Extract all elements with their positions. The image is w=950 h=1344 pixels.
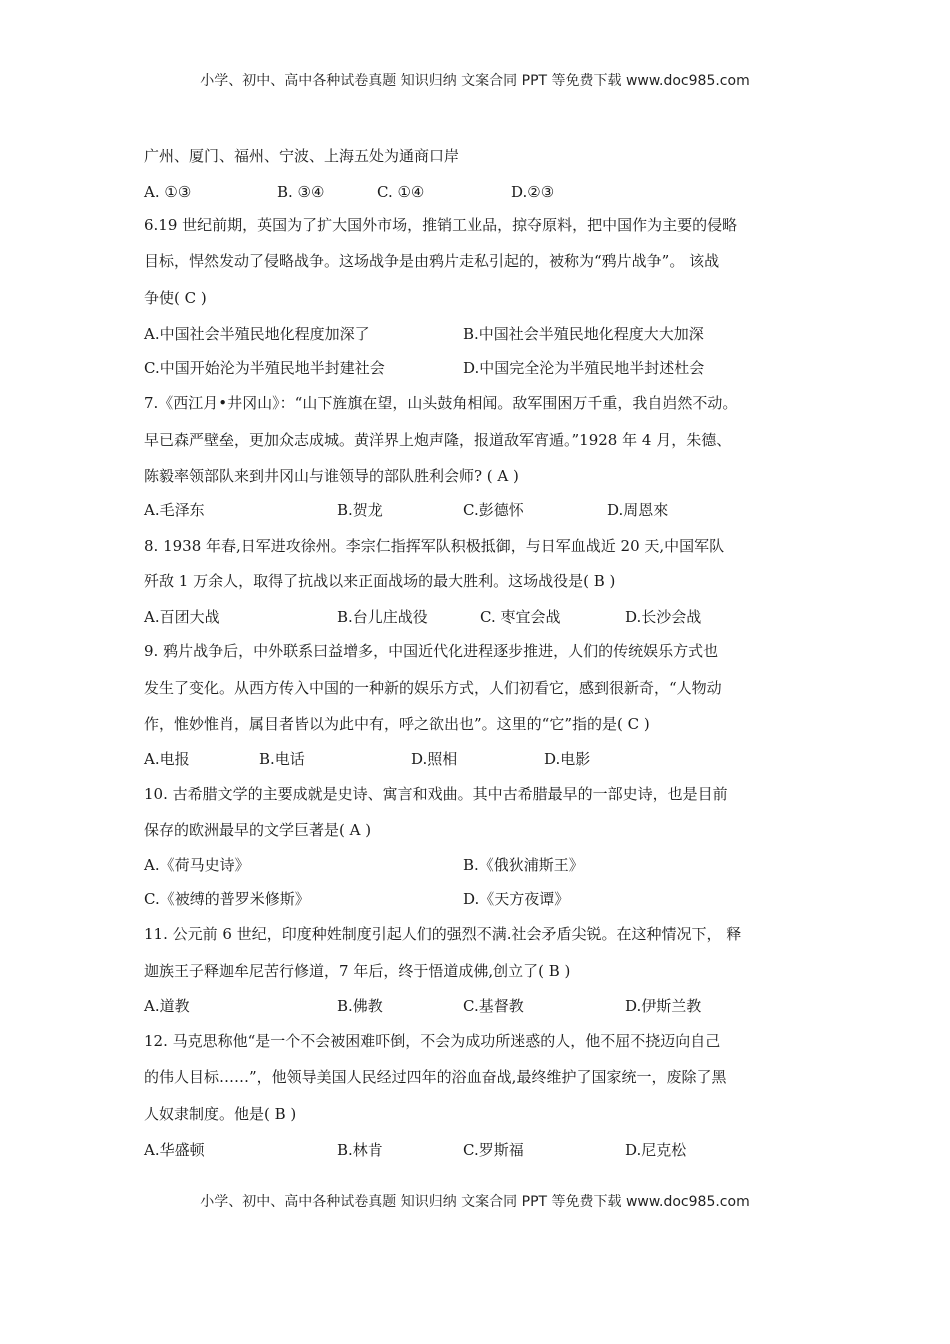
question-6-option-b: B.中国社会半殖民地化程度大大加深: [463, 325, 704, 343]
question-12-line-1: 12. 马克思称他“是一个不会被困难吓倒，不会为成功所迷惑的人，他不屈不挠迈向自己: [144, 1032, 721, 1050]
question-6-line-1: 6.19 世纪前期，英国为了扩大国外市场，推销工业品，掠夺原料，把中国作为主要的侵略: [144, 216, 738, 234]
question-7-option-b: B.贺龙: [337, 501, 383, 519]
question-5-option-b: B. ③④: [277, 183, 325, 201]
question-6-option-c: C.中国开始沦为半殖民地半封建社会: [144, 359, 385, 377]
question-5-option-d: D.②③: [511, 183, 555, 201]
question-7-option-a: A.毛泽东: [144, 501, 205, 519]
question-8-line-2: 歼敌 1 万余人，取得了抗战以来正面战场的最大胜利。这场战役是( B ): [144, 572, 616, 590]
question-7-line-1: 7.《西江月•井冈山》：“山下旌旗在望，山头鼓角相闻。敌军围困万千重，我自岿然不动。: [144, 394, 738, 412]
question-9-option-d: D.电影: [544, 750, 591, 768]
question-8-line-1: 8. 1938 年春,日军进攻徐州。李宗仁指挥军队积极抵御，与日军血战近 20 天,中国军队: [144, 537, 725, 555]
question-8-option-a: A.百团大战: [144, 608, 220, 626]
question-10-option-a: A.《荷马史诗》: [144, 856, 250, 874]
question-6-option-a: A.中国社会半殖民地化程度加深了: [144, 325, 370, 343]
question-7-option-c: C.彭德怀: [463, 501, 524, 519]
question-9-line-2: 发生了变化。从西方传入中国的一种新的娱乐方式，人们初看它，感到很新奇，“人物动: [144, 679, 722, 697]
page-header: 小学、初中、高中各种试卷真题 知识归纳 文案合同 PPT 等免费下载 www.doc985.com: [200, 73, 750, 89]
question-9-line-3: 作，惟妙惟肖，属目者皆以为此中有，呼之欲出也”。这里的“它”指的是( C ): [144, 715, 650, 733]
question-10-option-b: B.《俄狄浦斯王》: [463, 856, 584, 874]
question-8-option-c: C. 枣宜会战: [480, 608, 561, 626]
question-5-option-a: A. ①③: [144, 183, 192, 201]
question-9-option-a: A.电报: [144, 750, 190, 768]
question-11-option-c: C.基督教: [463, 997, 524, 1015]
question-12-option-d: D.尼克松: [625, 1141, 687, 1159]
question-12-line-3: 人奴隶制度。他是( B ): [144, 1105, 297, 1123]
question-10-option-c: C.《被缚的普罗米修斯》: [144, 890, 310, 908]
question-5-option-c: C. ①④: [377, 183, 425, 201]
question-8-option-b: B.台儿庄战役: [337, 608, 428, 626]
question-9-line-1: 9. 鸦片战争后，中外联系曰益增多，中国近代化进程逐步推进，人们的传统娱乐方式也: [144, 642, 719, 660]
question-6-line-2: 目标，悍然发动了侵略战争。这场战争是由鸦片走私引起的，被称为“鸦片战争”。 该战: [144, 252, 720, 270]
question-7-option-d: D.周恩來: [607, 501, 669, 519]
question-9-option-b: B.电话: [259, 750, 305, 768]
page-footer: 小学、初中、高中各种试卷真题 知识归纳 文案合同 PPT 等免费下载 www.doc985.com: [200, 1194, 750, 1210]
question-12-option-b: B.林肯: [337, 1141, 383, 1159]
question-10-line-2: 保存的欧洲最早的文学巨著是( A ): [144, 821, 372, 839]
question-12-option-a: A.华盛顿: [144, 1141, 205, 1159]
question-11-line-1: 11. 公元前 6 世纪，印度种姓制度引起人们的强烈不满.社会矛盾尖锐。在这种情况下， 释: [144, 925, 742, 943]
question-9-option-c: D.照相: [411, 750, 458, 768]
question-11-option-a: A.道教: [144, 997, 190, 1015]
question-6-line-3: 争使( C ): [144, 289, 207, 307]
question-12-option-c: C.罗斯福: [463, 1141, 524, 1159]
question-8-option-d: D.长沙会战: [625, 608, 702, 626]
question-10-line-1: 10. 古希腊文学的主要成就是史诗、寓言和戏曲。其中古希腊最早的一部史诗，也是目前: [144, 785, 728, 803]
question-11-line-2: 迦族王子释迦牟尼苦行修道，7 年后，终于悟道成佛,创立了( B ): [144, 962, 571, 980]
question-5-line-1: 广州、厦门、福州、宁波、上海五处为通商口岸: [144, 147, 460, 165]
question-7-line-3: 陈毅率领部队来到井冈山与谁领导的部队胜利会师? ( A ): [144, 467, 519, 485]
question-7-line-2: 早已森严壁垒，更加众志成城。黄洋界上炮声隆，报道敌军宵遁。”1928 年 4 月，朱德、: [144, 431, 732, 449]
question-10-option-d: D.《天方夜谭》: [463, 890, 570, 908]
question-12-line-2: 的伟人目标……”，他领导美国人民经过四年的浴血奋战,最终维护了国家统一，废除了黑: [144, 1068, 727, 1086]
question-6-option-d: D.中国完全沦为半殖民地半封述杜会: [463, 359, 705, 377]
question-11-option-d: D.伊斯兰教: [625, 997, 702, 1015]
question-11-option-b: B.佛教: [337, 997, 383, 1015]
